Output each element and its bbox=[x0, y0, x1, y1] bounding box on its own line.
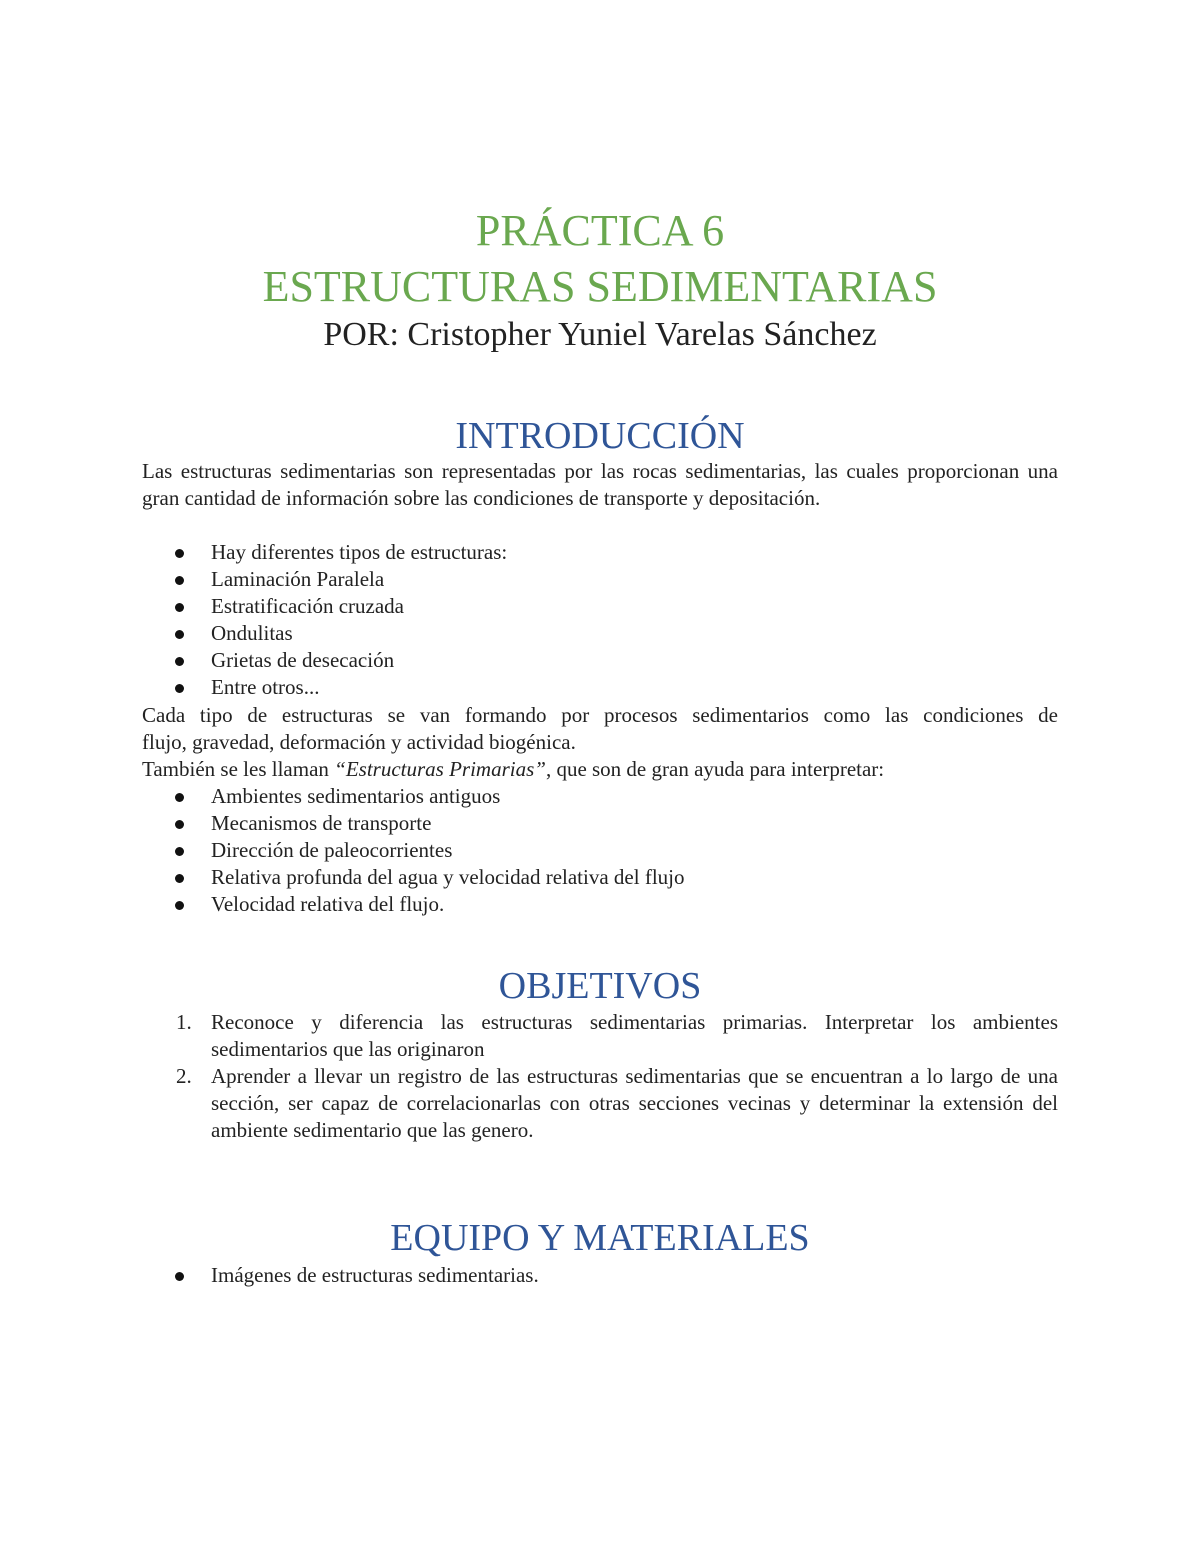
heading-equipo-materiales: EQUIPO Y MATERIALES bbox=[390, 1217, 810, 1259]
list-item bbox=[0, 566, 1200, 593]
list-item-text: Laminación Paralela bbox=[211, 567, 385, 591]
bullet-icon bbox=[175, 549, 184, 558]
structure-types-list bbox=[0, 539, 1200, 701]
heading-objetivos: OBJETIVOS bbox=[498, 965, 702, 1007]
list-item bbox=[0, 539, 1200, 566]
list-item-text: Ondulitas bbox=[211, 621, 293, 645]
list-item bbox=[0, 783, 1200, 810]
list-item bbox=[0, 837, 1200, 864]
bullet-icon bbox=[175, 901, 184, 910]
materials-list bbox=[0, 1262, 1200, 1289]
list-item bbox=[0, 1009, 1058, 1063]
list-item-text: Entre otros... bbox=[211, 675, 320, 699]
list-item-text: Hay diferentes tipos de estructuras: bbox=[211, 540, 508, 564]
list-item-text: Imágenes de estructuras sedimentarias. bbox=[211, 1263, 539, 1287]
list-item-text: Grietas de desecación bbox=[211, 648, 395, 672]
list-item bbox=[0, 647, 1200, 674]
bullet-icon bbox=[175, 847, 184, 856]
list-item-text: Mecanismos de transporte bbox=[211, 811, 432, 835]
paragraph-text: , que son de gran ayuda para interpretar: bbox=[545, 757, 885, 781]
list-item-text: Estratificación cruzada bbox=[211, 594, 404, 618]
list-item bbox=[0, 620, 1200, 647]
list-item bbox=[0, 1262, 1200, 1289]
document-subtitle: ESTRUCTURAS SEDIMENTARIAS bbox=[262, 262, 938, 311]
bullet-icon bbox=[175, 874, 184, 883]
list-item-number: 2. bbox=[176, 1064, 192, 1088]
list-item bbox=[0, 891, 1200, 918]
list-item-text: Dirección de paleocorrientes bbox=[211, 838, 453, 862]
bullet-icon bbox=[175, 657, 184, 666]
list-item-text: Relativa profunda del agua y velocidad relativa del flujo bbox=[211, 865, 685, 889]
intro-paragraph-2-line-1: Cada tipo de estructuras se van formando por procesos sedimentarios como las condiciones de bbox=[142, 703, 1058, 727]
list-item-text: Velocidad relativa del flujo. bbox=[211, 892, 445, 916]
bullet-icon bbox=[175, 630, 184, 639]
bullet-icon bbox=[175, 684, 184, 693]
list-item-text: Aprender a llevar un registro de las estructuras sedimentarias que se encuentran a lo largo de una sección, ser capaz de correlacionarlas con otras secciones vecinas y determinar la extensión del ambiente sedimentario que las genero. bbox=[211, 1064, 1058, 1142]
intro-paragraph: Las estructuras sedimentarias son representadas por las rocas sedimentarias, las cuales proporcionan una gran cantidad de información sobre las condiciones de transporte y depositación. bbox=[142, 459, 1058, 510]
list-item bbox=[0, 593, 1200, 620]
heading-introduccion: INTRODUCCIÓN bbox=[455, 415, 745, 457]
bullet-icon bbox=[175, 603, 184, 612]
bullet-icon bbox=[175, 1272, 184, 1281]
bullet-icon bbox=[175, 820, 184, 829]
intro-paragraph-2-line-2: flujo, gravedad, deformación y actividad biogénica. bbox=[142, 730, 576, 754]
emphasis-text: “Estructuras Primarias” bbox=[334, 757, 546, 781]
list-item bbox=[0, 674, 1200, 701]
list-item bbox=[0, 864, 1200, 891]
list-item-text: Reconoce y diferencia las estructuras sedimentarias primarias. Interpretar los ambientes sedimentarios que las originaron bbox=[211, 1010, 1058, 1061]
list-item bbox=[0, 1063, 1058, 1144]
document-title: PRÁCTICA 6 bbox=[475, 206, 725, 255]
list-item-text: Ambientes sedimentarios antiguos bbox=[211, 784, 501, 808]
bullet-icon bbox=[175, 576, 184, 585]
document-author: POR: Cristopher Yuniel Varelas Sánchez bbox=[323, 316, 877, 353]
intro-paragraph-3 bbox=[142, 756, 1072, 783]
objectives-list bbox=[0, 1009, 1200, 1144]
bullet-icon bbox=[175, 793, 184, 802]
paragraph-text: También se les llaman bbox=[142, 757, 335, 781]
interpretation-list bbox=[0, 783, 1200, 918]
list-item-number: 1. bbox=[176, 1010, 192, 1034]
list-item bbox=[0, 810, 1200, 837]
